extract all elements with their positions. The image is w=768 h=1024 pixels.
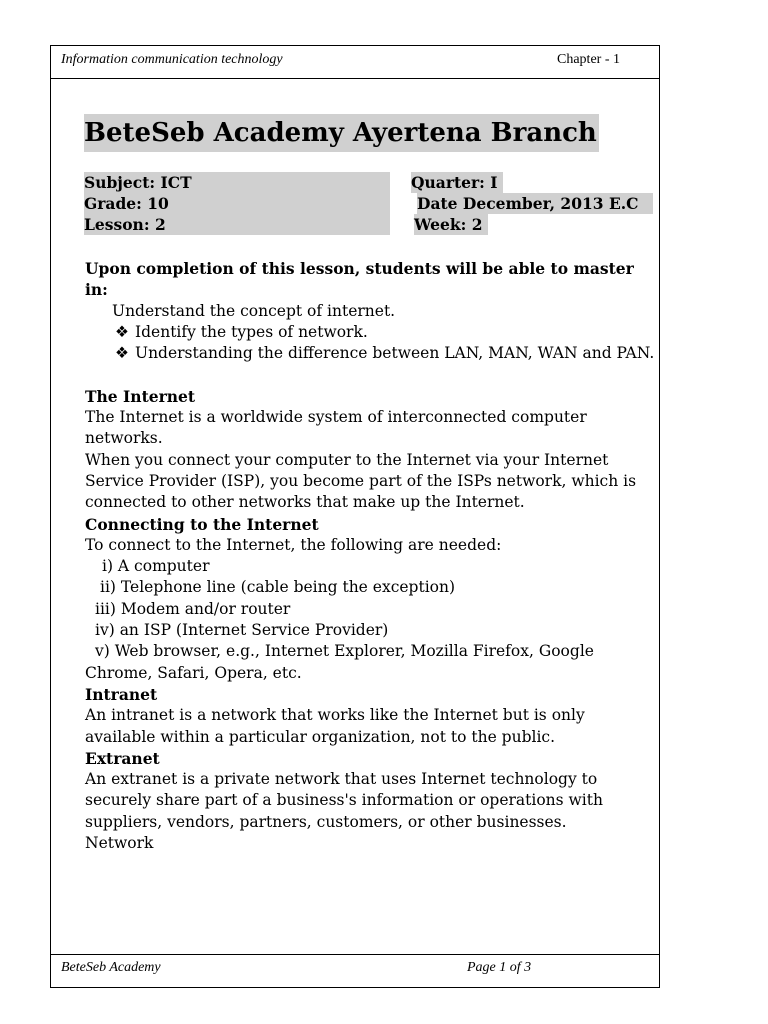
meta-subject: Subject: ICT bbox=[84, 172, 390, 193]
objective-bullet bbox=[85, 322, 660, 343]
footer-rule bbox=[50, 954, 660, 955]
intranet-paragraph: An intranet is a network that works like the Internet but is only available within a particular organization, not to the public. bbox=[85, 706, 585, 746]
requirement-item: v) Web browser, e.g., Internet Explorer, Mozilla Firefox, Google Chrome, Safari, Opera, etc. bbox=[85, 642, 594, 682]
lesson-body bbox=[85, 258, 660, 854]
meta-grade: Grade: 10 bbox=[84, 193, 390, 214]
objective-bullet bbox=[85, 343, 660, 364]
internet-paragraph: When you connect your computer to the Internet via your Internet Service Provider (ISP), you become part of the ISPs network, which is connected to other networks that make up the Internet. bbox=[85, 450, 637, 512]
network-label: Network bbox=[85, 834, 154, 853]
document-title: BeteSeb Academy Ayertena Branch bbox=[84, 114, 599, 152]
meta-week: Week: 2 bbox=[414, 214, 488, 235]
header-chapter: Chapter - 1 bbox=[557, 52, 620, 67]
meta-date: Date December, 2013 E.C bbox=[417, 193, 653, 214]
objectives-intro: Understand the concept of internet. bbox=[112, 301, 396, 320]
extranet-paragraph: An extranet is a private network that uses Internet technology to securely share part of a business's information or operations with suppliers, vendors, partners, customers, or other businesses. bbox=[85, 770, 603, 831]
meta-quarter: Quarter: I bbox=[411, 172, 503, 193]
meta-lesson: Lesson: 2 bbox=[84, 214, 390, 235]
footer-academy: BeteSeb Academy bbox=[61, 960, 161, 975]
diamond-bullet-icon: ❖ bbox=[115, 344, 129, 363]
internet-heading: The Internet bbox=[85, 386, 196, 406]
connecting-intro: To connect to the Internet, the following are needed: bbox=[85, 535, 502, 554]
footer-page-number: Page 1 of 3 bbox=[467, 960, 532, 975]
intranet-heading: Intranet bbox=[85, 684, 158, 704]
diamond-bullet-icon: ❖ bbox=[115, 322, 129, 341]
header-course-title: Information communication technology bbox=[61, 52, 283, 67]
objectives-heading: Upon completion of this lesson, students will be able to master in: bbox=[85, 259, 634, 300]
connecting-heading: Connecting to the Internet bbox=[85, 514, 319, 534]
requirement-item: iii) Modem and/or router bbox=[95, 599, 291, 618]
objective-text: Identify the types of network. bbox=[135, 322, 368, 341]
header-rule bbox=[50, 78, 660, 79]
internet-paragraph: The Internet is a worldwide system of interconnected computer networks. bbox=[85, 408, 587, 448]
requirement-item: ii) Telephone line (cable being the exception) bbox=[100, 578, 456, 597]
extranet-heading: Extranet bbox=[85, 748, 160, 768]
requirement-item: iv) an ISP (Internet Service Provider) bbox=[95, 621, 389, 640]
objective-text: Understanding the difference between LAN, MAN, WAN and PAN. bbox=[135, 344, 655, 363]
requirement-item: i) A computer bbox=[102, 557, 210, 576]
